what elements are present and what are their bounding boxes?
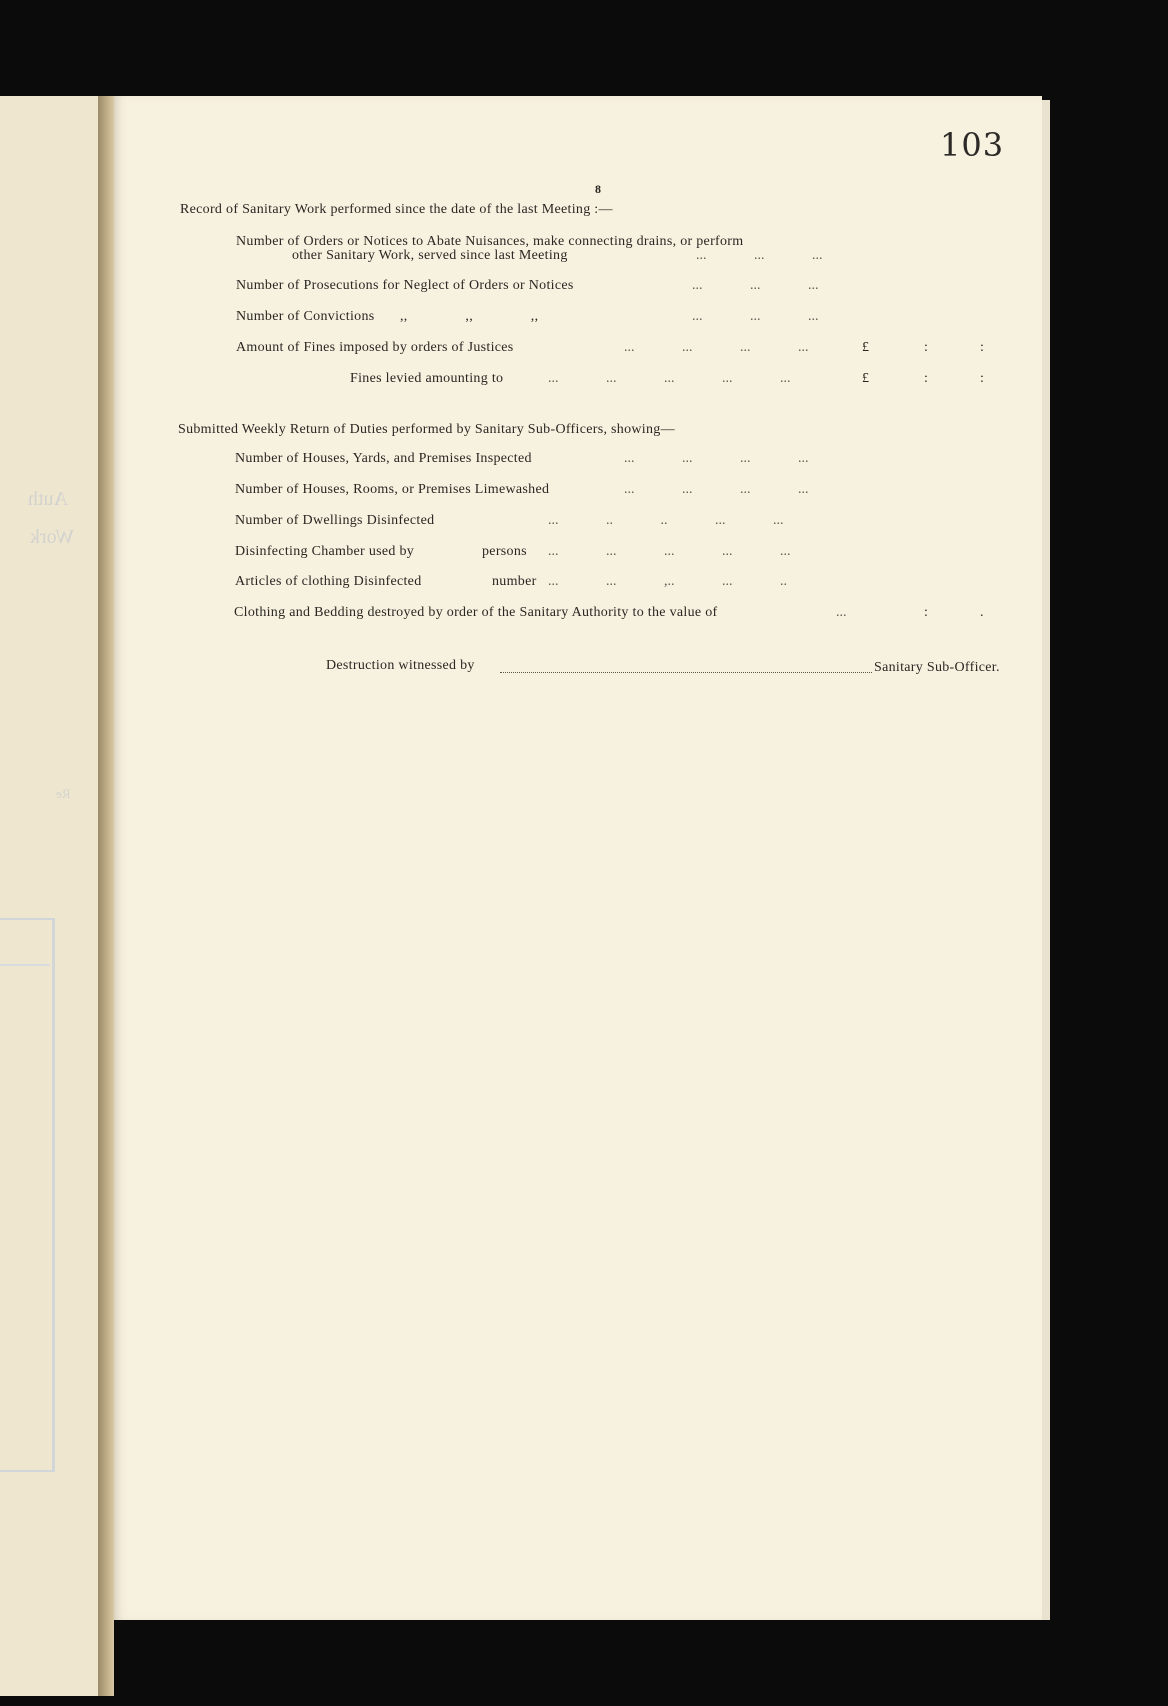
orders-notices-leader: ... ... ... xyxy=(696,248,823,263)
bleed-text-3: Re xyxy=(56,786,71,801)
prosecutions-label: Number of Prosecutions for Neglect of Orders or Notices xyxy=(236,278,574,293)
articles-label: Articles of clothing Disinfected xyxy=(235,574,422,589)
left-facing-page xyxy=(0,96,98,1696)
fines-imposed-label: Amount of Fines imposed by orders of Justices xyxy=(236,340,514,355)
bleed-frame xyxy=(0,918,55,1472)
form-number: 8 xyxy=(595,182,601,196)
articles-leader: ... ... ,.. ... .. xyxy=(548,574,787,589)
fines-levied-leader: ... ... ... ... ... xyxy=(548,371,791,386)
fines-levied-currency: £ xyxy=(862,371,870,386)
sanitary-sub-officer-label: Sanitary Sub-Officer. xyxy=(874,660,1000,675)
fines-levied-sep: : : xyxy=(924,371,985,386)
book-spine xyxy=(98,96,114,1696)
clothing-bedding-label: Clothing and Bedding destroyed by order of the Sanitary Authority to the value of xyxy=(234,605,718,620)
section2-heading: Submitted Weekly Return of Duties performed by Sanitary Sub-Officers, showing— xyxy=(178,422,675,437)
witness-signature-line xyxy=(500,660,872,673)
page-edge xyxy=(1042,100,1050,1620)
dwellings-disinfected-label: Number of Dwellings Disinfected xyxy=(235,513,435,528)
bleed-frame-rule xyxy=(0,964,50,966)
fines-levied-label: Fines levied amounting to xyxy=(350,371,504,386)
bleed-text-2: Work xyxy=(30,526,74,548)
form-page xyxy=(114,96,1042,1620)
orders-notices-line1: Number of Orders or Notices to Abate Nuisances, make connecting drains, or perform xyxy=(236,234,744,249)
chamber-unit: persons xyxy=(482,544,527,559)
clothing-bedding-sep: : . xyxy=(924,605,984,620)
orders-notices-line2: other Sanitary Work, served since last Meeting xyxy=(292,248,568,263)
houses-inspected-label: Number of Houses, Yards, and Premises Inspected xyxy=(235,451,532,466)
convictions-ditto: ,, ,, ,, xyxy=(400,309,539,324)
bleed-text-1: Auth xyxy=(28,488,68,510)
destruction-witnessed-label: Destruction witnessed by xyxy=(326,658,475,673)
section1-heading: Record of Sanitary Work performed since the date of the last Meeting :— xyxy=(180,202,613,217)
houses-inspected-leader: ... ... ... ... xyxy=(624,451,809,466)
convictions-label: Number of Convictions xyxy=(236,309,375,324)
chamber-leader: ... ... ... ... ... xyxy=(548,544,791,559)
limewashed-label: Number of Houses, Rooms, or Premises Limewashed xyxy=(235,482,550,497)
limewashed-leader: ... ... ... ... xyxy=(624,482,809,497)
dwellings-disinfected-leader: ... .. .. ... ... xyxy=(548,513,784,528)
prosecutions-leader: ... ... ... xyxy=(692,278,819,293)
articles-unit: number xyxy=(492,574,537,589)
clothing-bedding-leader: ... xyxy=(836,605,847,620)
page-number: 103 xyxy=(940,126,1005,164)
fines-imposed-sep: : : xyxy=(924,340,985,355)
fines-imposed-currency: £ xyxy=(862,340,870,355)
chamber-label: Disinfecting Chamber used by xyxy=(235,544,415,559)
convictions-leader: ... ... ... xyxy=(692,309,819,324)
fines-imposed-leader: ... ... ... ... xyxy=(624,340,809,355)
